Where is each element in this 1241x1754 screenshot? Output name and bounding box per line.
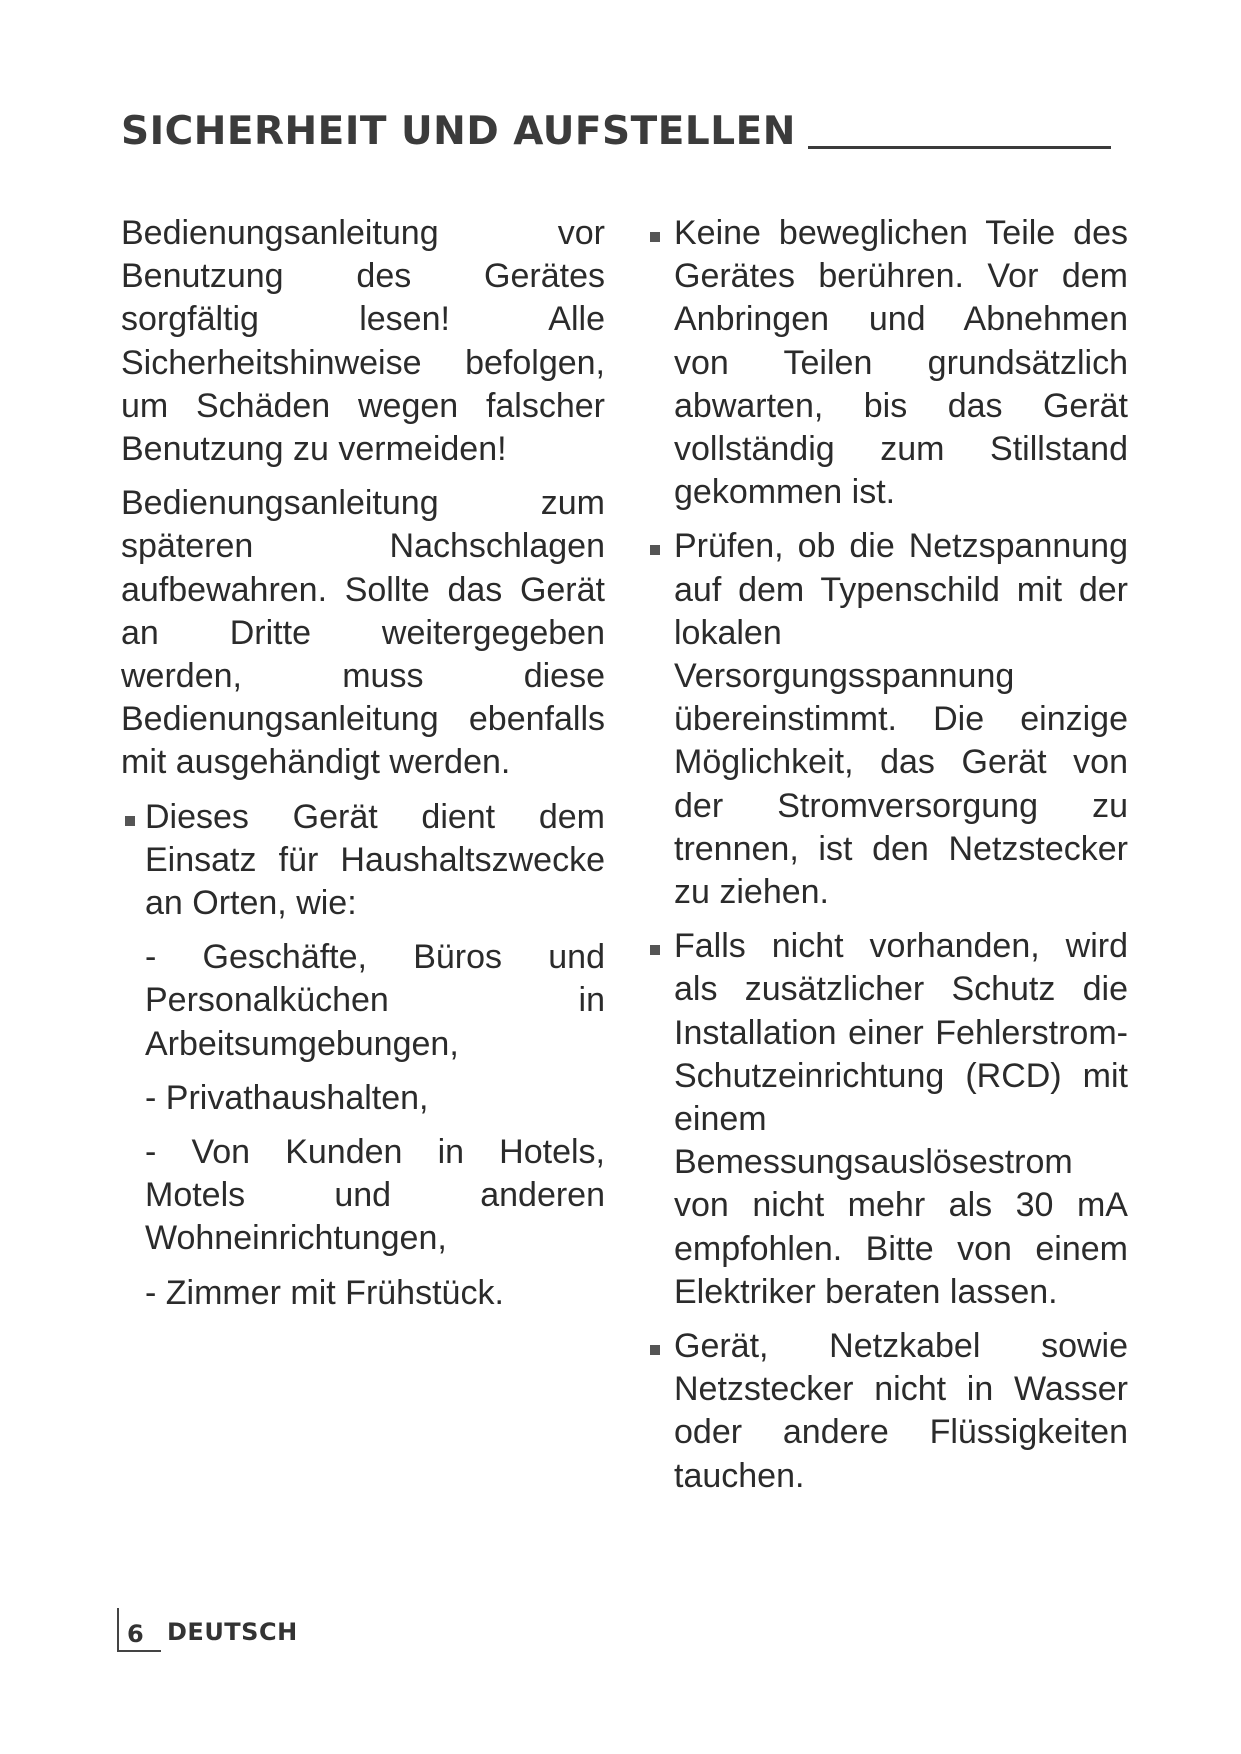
sub-item-hotels: - Von Kunden in Hotels, Motels und anderen Wohneinrichtungen,	[145, 1133, 605, 1258]
page-footer	[117, 1608, 317, 1652]
bullet-square-icon	[125, 816, 135, 826]
footer-corner-line	[117, 1608, 119, 1652]
footer-corner-line	[117, 1650, 161, 1652]
left-column	[121, 212, 605, 1326]
bullet-square-icon	[650, 232, 660, 242]
page-number: 6	[127, 1620, 144, 1648]
sub-item-breakfast: - Zimmer mit Frühstück.	[145, 1273, 504, 1312]
title-rule	[808, 146, 1111, 149]
sub-item-shops: - Geschäfte, Büros und Personalküchen in Arbeitsumgebungen,	[145, 938, 605, 1063]
bullet-square-icon	[650, 945, 660, 955]
sub-item-private: - Privathaushalten,	[145, 1078, 429, 1117]
bullet-voltage	[674, 525, 1128, 914]
bullet-household-use	[121, 796, 605, 926]
page-header	[121, 109, 1111, 154]
page-title: SICHERHEIT UND AUFSTELLEN	[121, 109, 796, 154]
bullet-rcd	[674, 925, 1128, 1314]
bullet-text: Dieses Gerät dient dem Einsatz für Haushaltszwecke an Orten, wie:	[145, 797, 605, 923]
bullet-square-icon	[650, 545, 660, 555]
footer-language: DEUTSCH	[167, 1618, 298, 1646]
bullet-text: Falls nicht vorhanden, wird als zusätzlicher Schutz die Installation einer Fehlerstrom-Schutzeinrichtung (RCD) mit einem Bemessungsauslösestrom von nicht mehr als 30 mA empfohlen. Bitte von einem Elektriker beraten lassen.	[674, 927, 1128, 1311]
bullet-square-icon	[650, 1345, 660, 1355]
bullet-text: Prüfen, ob die Netzspannung auf dem Typenschild mit der lokalen Versorgungsspannung übereinstimmt. Die einzige Möglichkeit, das Gerät von der Stromversorgung zu trennen, ist den Netzstecker zu ziehen.	[674, 527, 1128, 912]
paragraph-keep-manual: Bedienungsanleitung zum späteren Nachschlagen aufbewahren. Sollte das Gerät an Dritte weitergegeben werden, muss diese Bedienungsanleitung ebenfalls mit ausgehändigt werden.	[121, 484, 605, 782]
bullet-moving-parts	[674, 212, 1128, 514]
paragraph-read-manual: Bedienungsanleitung vor Benutzung des Gerätes sorgfältig lesen! Alle Sicherheitshinweise befolgen, um Schäden wegen falscher Benutzung zu vermeiden!	[121, 214, 605, 469]
right-column	[674, 212, 1128, 1509]
bullet-text: Keine beweglichen Teile des Gerätes berühren. Vor dem Anbringen und Abnehmen von Teilen grundsätzlich abwarten, bis das Gerät vollständig zum Stillstand gekommen ist.	[674, 214, 1128, 512]
bullet-water	[674, 1325, 1128, 1498]
bullet-text: Gerät, Netzkabel sowie Netzstecker nicht in Wasser oder andere Flüssigkeiten tauchen.	[674, 1327, 1128, 1495]
